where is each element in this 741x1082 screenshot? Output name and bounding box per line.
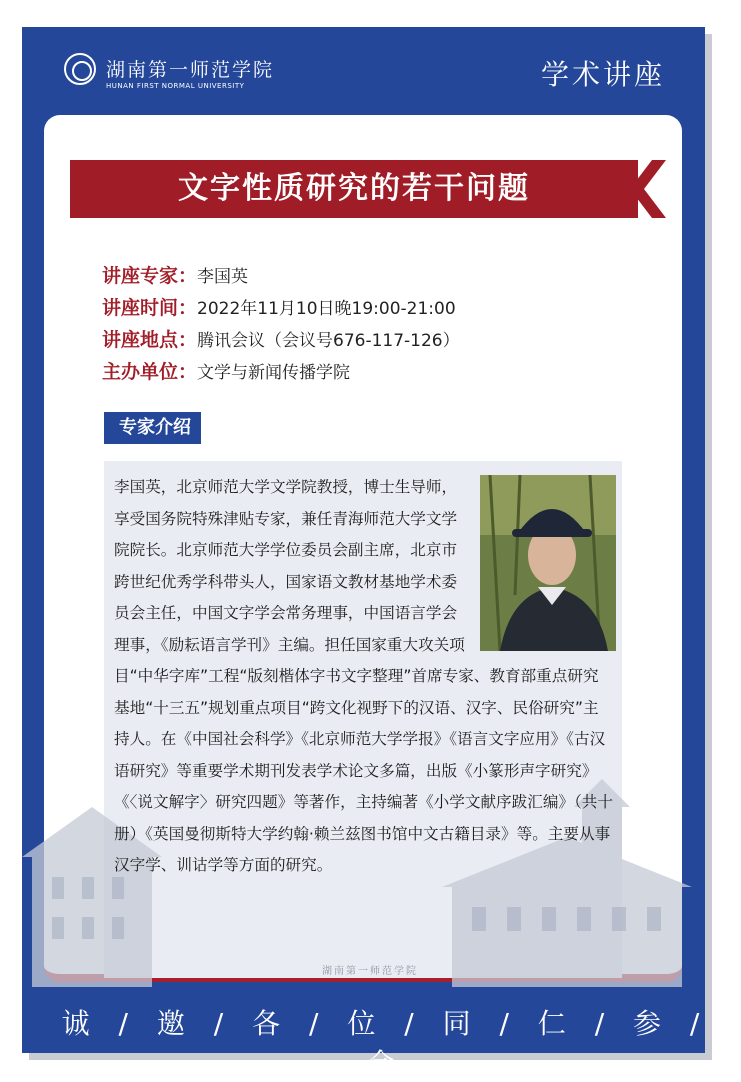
info-speaker <box>102 261 248 288</box>
university-logo-icon <box>64 53 96 85</box>
info-location <box>102 325 460 352</box>
lecture-title: 文字性质研究的若干问题 <box>178 171 530 206</box>
invitation-text: 诚 / 邀 / 各 / 位 / 同 / 仁 / 参 / 会 <box>61 1007 710 1080</box>
info-organizer <box>102 357 350 384</box>
poster <box>22 27 710 1080</box>
bio-text: 李国英，北京师范大学文学院教授，博士生导师，享受国务院特殊津贴专家，兼任青海师范大学文学院院长。北京师范大学学位委员会副主席，北京市跨世纪优秀学科带头人，国家语文教材基地学术委员会主任，中国文字学会常务理事，中国语言学会理事，《励耘语言学刊》主编。担任国家重大攻关项目“中华字库”工程“版刻楷体字书文字整理”首席专家、教育部重点研究基地“十三五”规划重点项目“跨文化视野下的汉语、汉字、民俗研究”主持人。在《中国社会科学》《北京师范大学学报》《语言文字应用》《古汉语研究》等重要学术期刊发表学术论文多篇，出版《小篆形声字研究》《〈说文解字〉研究四题》等著作，主持编著《小学文献序跋汇编》（共十册）《英国曼彻斯特大学约翰·赖兰兹图书馆中文古籍目录》等。主要从事汉字学、训诂学等方面的研究。 <box>114 478 613 874</box>
university-stamp: 湖南第一师范学院 <box>322 966 418 977</box>
university-name: 湖南第一师范学院 <box>106 59 275 81</box>
info-value: 腾讯会议（会议号676-117-126） <box>197 331 460 351</box>
expert-bio <box>114 472 614 882</box>
page-title: 学术讲座 <box>540 58 665 91</box>
right-chevron-icon <box>626 160 666 218</box>
info-label: 主办单位： <box>102 361 198 383</box>
info-value: 李国英 <box>197 267 249 287</box>
info-label: 讲座地点： <box>102 329 198 351</box>
info-label: 讲座时间： <box>102 297 198 319</box>
section-header-expert <box>104 412 201 444</box>
info-value: 文学与新闻传播学院 <box>197 363 351 383</box>
section-title: 专家介绍 <box>109 412 201 444</box>
university-name-en: HUNAN FIRST NORMAL UNIVERSITY <box>106 82 245 90</box>
info-label: 讲座专家： <box>102 265 198 287</box>
info-value: 2022年11月10日晚19:00-21:00 <box>197 299 456 319</box>
info-time <box>102 293 456 320</box>
